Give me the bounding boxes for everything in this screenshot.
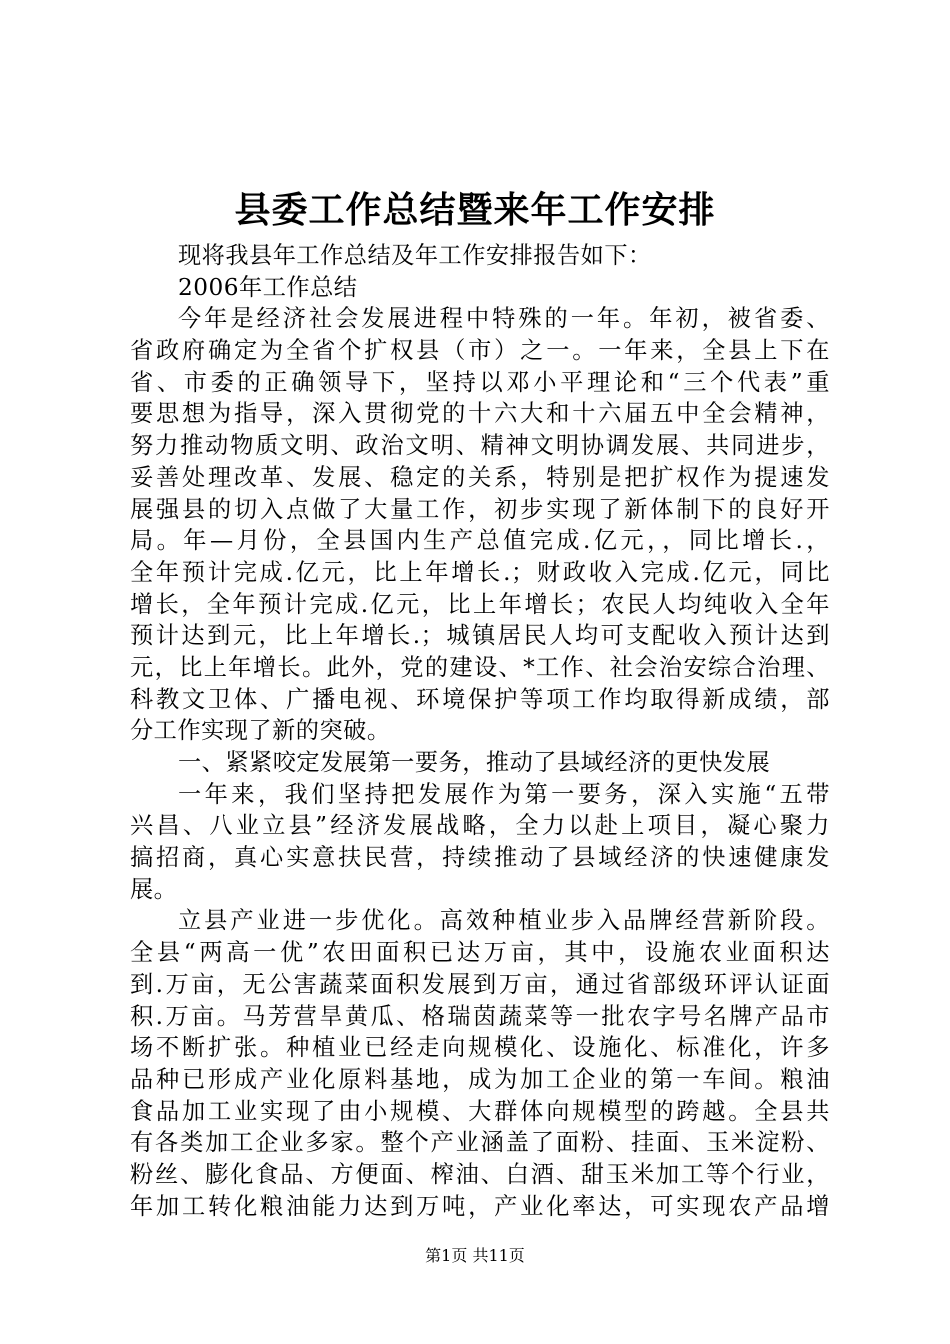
body-line: 分工作实现了新的突破。 bbox=[130, 717, 391, 745]
body-line: 省、市委的正确领导下，坚持以邓小平理论和“三个代表”重 bbox=[130, 368, 830, 396]
body-line: 品种已形成产业化原料基地，成为加工企业的第一车间。粮油 bbox=[130, 1065, 830, 1093]
body-line: 积.万亩。马芳营旱黄瓜、格瑞茵蔬菜等一批农字号名牌产品市 bbox=[130, 1002, 830, 1030]
document-body bbox=[130, 240, 830, 1222]
body-line: 2006年工作总结 bbox=[178, 273, 358, 301]
body-line: 增长，全年预计完成.亿元，比上年增长；农民人均纯收入全年 bbox=[130, 590, 830, 618]
body-line: 有各类加工企业多家。整个产业涵盖了面粉、挂面、玉米淀粉、 bbox=[130, 1129, 830, 1157]
body-line: 妥善处理改革、发展、稳定的关系，特别是把扩权作为提速发 bbox=[130, 463, 830, 491]
body-line: 要思想为指导，深入贯彻党的十六大和十六届五中全会精神， bbox=[130, 400, 830, 428]
body-line: 努力推动物质文明、政治文明、精神文明协调发展、共同进步， bbox=[130, 432, 830, 460]
body-line: 省政府确定为全省个扩权县（市）之一。一年来，全县上下在 bbox=[130, 337, 830, 365]
body-line: 一年来，我们坚持把发展作为第一要务，深入实施“五带 bbox=[178, 780, 830, 808]
body-line: 年加工转化粮油能力达到万吨，产业化率达，可实现农产品增 bbox=[130, 1192, 830, 1220]
body-line: 今年是经济社会发展进程中特殊的一年。年初，被省委、 bbox=[178, 305, 830, 333]
body-line: 到.万亩，无公害蔬菜面积发展到万亩，通过省部级环评认证面 bbox=[130, 970, 830, 998]
document-title: 县委工作总结暨来年工作安排 bbox=[234, 189, 716, 231]
body-line: 立县产业进一步优化。高效种植业步入品牌经营新阶段。 bbox=[178, 907, 830, 935]
body-line: 科教文卫体、广播电视、环境保护等项工作均取得新成绩，部 bbox=[130, 685, 830, 713]
body-line: 场不断扩张。种植业已经走向规模化、设施化、标准化，许多 bbox=[130, 1034, 830, 1062]
body-line: 全县“两高一优”农田面积已达万亩，其中，设施农业面积达 bbox=[130, 939, 830, 967]
body-line: 全年预计完成.亿元，比上年增长.；财政收入完成.亿元，同比 bbox=[130, 558, 830, 586]
body-line: 展强县的切入点做了大量工作，初步实现了新体制下的良好开 bbox=[130, 495, 830, 523]
body-line: 搞招商，真心实意扶民营，持续推动了县域经济的快速健康发 bbox=[130, 844, 830, 872]
body-line: 元，比上年增长。此外，党的建设、*工作、社会治安综合治理、 bbox=[130, 653, 830, 681]
body-line: 一、紧紧咬定发展第一要务，推动了县域经济的更快发展 bbox=[178, 749, 771, 776]
body-line: 预计达到元，比上年增长.；城镇居民人均可支配收入预计达到 bbox=[130, 622, 830, 650]
body-line: 展。 bbox=[130, 875, 178, 903]
body-line: 粉丝、膨化食品、方便面、榨油、白酒、甜玉米加工等个行业， bbox=[130, 1160, 830, 1188]
body-line: 食品加工业实现了由小规模、大群体向规模型的跨越。全县共 bbox=[130, 1097, 830, 1125]
body-line: 兴昌、八业立县”经济发展战略，全力以赴上项目，凝心聚力 bbox=[130, 812, 830, 840]
body-line: 局。年—月份，全县国内生产总值完成.亿元，，同比增长.， bbox=[130, 527, 830, 555]
body-line: 现将我县年工作总结及年工作安排报告如下： bbox=[178, 242, 652, 269]
page-footer: 第1页 共11页 bbox=[425, 1246, 525, 1265]
